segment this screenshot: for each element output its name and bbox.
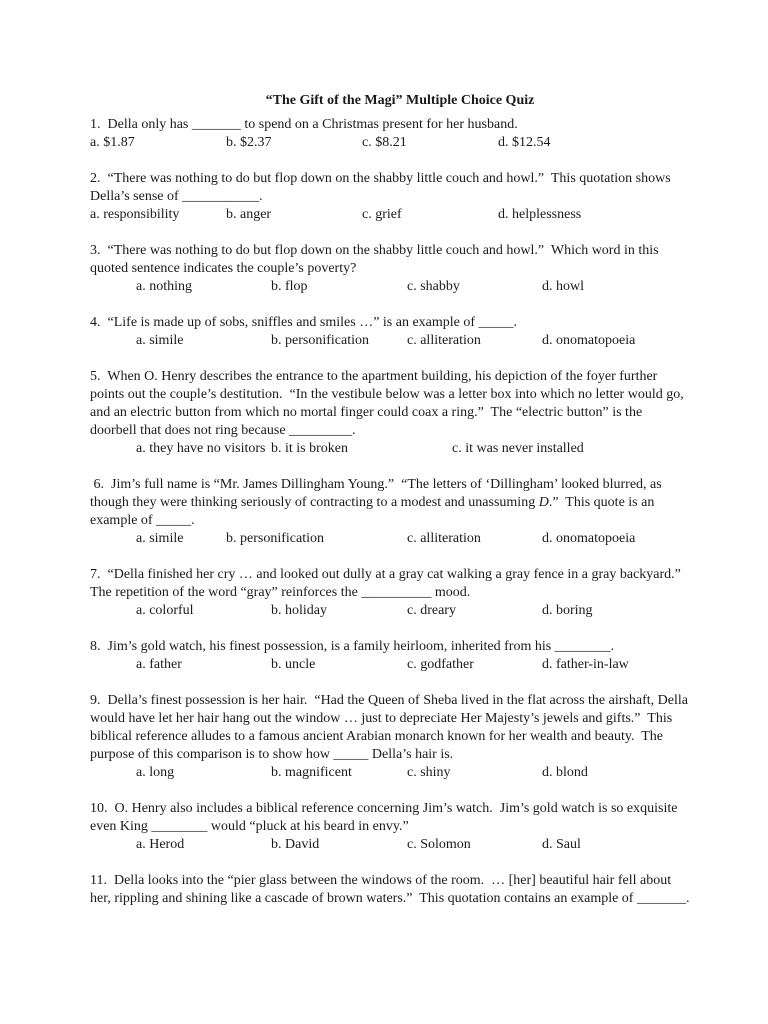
option-c: c. shabby <box>407 279 460 294</box>
option-a: a. simile <box>136 531 184 546</box>
option-d: d. onomatopoeia <box>542 531 636 546</box>
option-b: b. magnificent <box>271 765 352 780</box>
question-7 <box>90 566 690 620</box>
option-b: b. personification <box>271 333 369 348</box>
option-d: d. onomatopoeia <box>542 333 636 348</box>
option-b: b. anger <box>226 207 272 222</box>
option-a: a. long <box>136 765 175 780</box>
question-3 <box>90 242 690 296</box>
question-stem: 9. Della’s finest possession is her hair. “Had the Queen of Sheba lived in the flat across the airshaft, Della would have let her hair hang out the window … just to depreciate Her Majesty’s jewels and gifts.” This biblical reference alludes to a famous ancient Arabian monarch known for her wealth and beauty. The purpose of this comparison is to show how _____ Della’s hair is. <box>90 693 692 762</box>
question-stem: 1. Della only has _______ to spend on a Christmas present for her husband. <box>90 117 518 132</box>
option-b: b. David <box>271 837 320 852</box>
option-d: d. blond <box>542 765 588 780</box>
question-1 <box>90 116 690 152</box>
question-9 <box>90 692 690 782</box>
quiz-page <box>90 92 690 908</box>
option-d: d. father-in-law <box>542 657 629 672</box>
option-b: b. flop <box>271 279 308 294</box>
option-d: d. $12.54 <box>498 135 551 150</box>
question-stem: 3. “There was nothing to do but flop down on the shabby little couch and howl.” Which word in this quoted sentence indicates the couple’s poverty? <box>90 243 663 276</box>
question-stem: 8. Jim’s gold watch, his finest possession, is a family heirloom, inherited from his ________. <box>90 639 615 654</box>
option-a: a. colorful <box>136 603 194 618</box>
option-d: d. howl <box>542 279 584 294</box>
option-c: c. alliteration <box>407 333 481 348</box>
question-5 <box>90 368 690 458</box>
answer-options <box>90 530 690 548</box>
question-stem: 10. O. Henry also includes a biblical reference concerning Jim’s watch. Jim’s gold watch is so exquisite even King ________ would “pluck at his beard in envy.” <box>90 801 681 834</box>
answer-options <box>90 278 690 296</box>
option-b: b. uncle <box>271 657 316 672</box>
option-b: b. holiday <box>271 603 327 618</box>
option-d: d. helplessness <box>498 207 582 222</box>
answer-options <box>90 656 690 674</box>
question-stem: 5. When O. Henry describes the entrance to the apartment building, his depiction of the foyer further points out the couple’s destitution. “In the vestibule below was a letter box into which no letter would go, and an electric button from which no mortal finger could coax a ring.” The “electric button” is the doorbell that does not ring because _________. <box>90 369 688 438</box>
question-stem: 11. Della looks into the “pier glass between the windows of the room. … [her] beautiful hair fell about her, rippling and shining like a cascade of brown waters.” This quotation contains an example of _______. <box>90 873 690 906</box>
answer-options <box>90 332 690 350</box>
answer-options <box>90 602 690 620</box>
question-stem: 2. “There was nothing to do but flop down on the shabby little couch and howl.” This quotation shows Della’s sense of ___________. <box>90 171 675 204</box>
option-c: c. shiny <box>407 765 451 780</box>
question-stem: 6. Jim’s full name is “Mr. James Dillingham Young.” “The letters of ‘Dillingham’ looked blurred, as though they were thinking seriously of contracting to a modest and unassuming D.” This quote is an example of _____. <box>90 477 666 528</box>
option-b: b. $2.37 <box>226 135 272 150</box>
question-11 <box>90 872 690 908</box>
option-c: c. dreary <box>407 603 456 618</box>
option-a: a. Herod <box>136 837 185 852</box>
question-stem: 4. “Life is made up of sobs, sniffles and smiles …” is an example of _____. <box>90 315 518 330</box>
option-a: a. responsibility <box>90 207 180 222</box>
option-c: c. Solomon <box>407 837 471 852</box>
question-2 <box>90 170 690 224</box>
answer-options <box>90 440 690 458</box>
question-6 <box>90 476 690 548</box>
option-a: a. $1.87 <box>90 135 135 150</box>
answer-options <box>90 764 690 782</box>
question-10 <box>90 800 690 854</box>
option-d: d. boring <box>542 603 593 618</box>
option-c: c. alliteration <box>407 531 481 546</box>
option-b: b. it is broken <box>271 441 348 456</box>
option-c: c. it was never installed <box>452 441 584 456</box>
option-b: b. personification <box>226 531 324 546</box>
page-title: “The Gift of the Magi” Multiple Choice Quiz <box>265 93 535 108</box>
option-a: a. they have no visitors <box>136 441 266 456</box>
option-a: a. father <box>136 657 182 672</box>
question-4 <box>90 314 690 350</box>
answer-options <box>90 206 690 224</box>
italic-letter: D <box>538 495 549 510</box>
question-stem: 7. “Della finished her cry … and looked out dully at a gray cat walking a gray fence in a gray backyard.” The repetition of the word “gray” reinforces the __________ mood. <box>90 567 688 600</box>
option-c: c. grief <box>362 207 402 222</box>
answer-options <box>90 836 690 854</box>
option-d: d. Saul <box>542 837 581 852</box>
option-c: c. $8.21 <box>362 135 407 150</box>
option-a: a. simile <box>136 333 184 348</box>
question-8 <box>90 638 690 674</box>
answer-options <box>90 134 690 152</box>
option-a: a. nothing <box>136 279 192 294</box>
option-c: c. godfather <box>407 657 474 672</box>
